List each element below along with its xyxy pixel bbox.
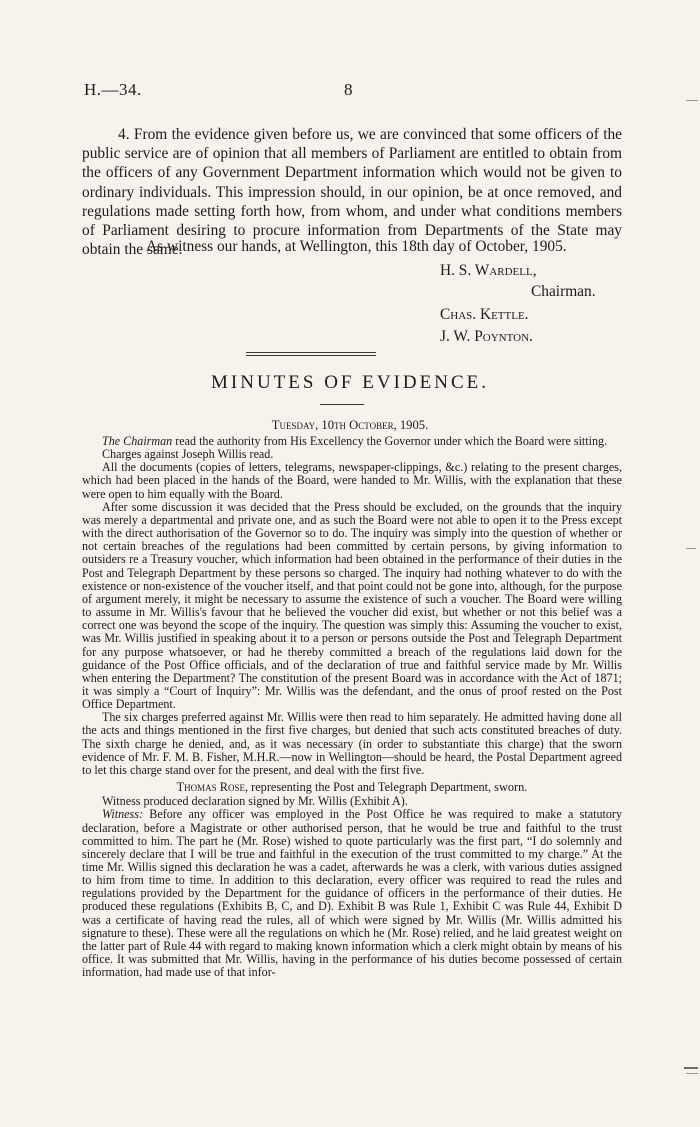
title-underline: [320, 404, 364, 405]
minutes-body: [82, 435, 622, 979]
minutes-paragraph: All the documents (copies of letters, telegrams, newspaper-clippings, &c.) relating to the present charges, which had been placed in the hands of the Board, were handed to Mr. Willis, with the explanation that these were open to him equally with the Board.: [82, 460, 622, 501]
signature-wardell: H. S. Wardell,: [440, 262, 537, 279]
witness-label: Witness:: [102, 807, 143, 822]
speaker-label: The Chairman: [102, 434, 173, 448]
section-divider: [246, 352, 376, 353]
minutes-paragraph: Witness: Before any officer was employed in the Post Office he was required to make a statutory declaration, before a Magistrate or other authorised person, that he would be true and faithful to the trust committed to him. The part he (Mr. Rose) wished to quote particularly was the first part, “I do solemnly and sincerely declare that I will be true and faithful in the execution of the trust committed to my charge.” At the time Mr. Willis signed this declaration he was a cadet, afterwards he was a clerk, with various duties assigned to him from time to time. In addition to this declaration, every officer was required to read the rules and regulations provided by the Department for the guidance of officers in the performance of their duties. He produced these regulations (Exhibits B, C, and D). Exhibit B was Rule 1, Exhibit C was Rule 44, Exhibit D was a certificate of having read the rules, all of which were signed by Mr. Willis (Mr. Willis admitted his signature to these). These were all the regulations on which he (Mr. Rose) relied, and he laid greatest weight on the latter part of Rule 44 with regard to making known information which a clerk might obtain by means of his office. It was submitted that Mr. Willis, having in the performance of his duties become possessed of certain information, had made use of that infor-: [82, 807, 622, 980]
minutes-paragraph: Witness produced declaration signed by Mr. Willis (Exhibit A).: [102, 794, 408, 809]
document-reference: H.—34.: [84, 80, 142, 99]
report-paragraph-4: 4. From the evidence given before us, we are convinced that some officers of the public service are of opinion that all members of Parliament are entitled to obtain from the officers of any Government Department information which would not be given to ordinary individuals. This impression should, in our opinion, be at once removed, and regulations made setting forth how, from whom, and under what conditions members of Parliament desiring to procure information from Departments of the State may obtain the same.: [82, 126, 622, 259]
page-number: 8: [344, 80, 353, 99]
session-date: Tuesday, 10th October, 1905.: [271, 418, 429, 432]
minutes-paragraph: Charges against Joseph Willis read.: [102, 447, 274, 462]
scan-edge-mark: [686, 548, 696, 549]
signature-kettle: Chas. Kettle.: [440, 306, 529, 323]
minutes-paragraph: The six charges preferred against Mr. Willis were then read to him separately. He admitted having done all the acts and things mentioned in the first five charges, but denied that such acts constituted breaches of duty. The sixth charge he denied, and, as it was necessary (in order to substantiate this charge) that the sworn evidence of Mr. F. M. B. Fisher, M.H.R.—now in Wellington—should be heard, the Postal Department agreed to let this charge stand over for the present, and deal with the first five.: [82, 710, 622, 777]
minutes-paragraph: The Chairman read the authority from His Excellency the Governor under which the Board were sitting.: [102, 434, 608, 448]
section-divider: [246, 355, 376, 356]
scan-edge-mark: [686, 100, 698, 101]
scan-edge-mark: [684, 1067, 698, 1069]
scan-edge-mark: [686, 1073, 698, 1074]
witness-heading: Thomas Rose, representing the Post and Telegraph Department, sworn.: [176, 780, 528, 795]
witness-name: Thomas Rose: [176, 780, 245, 795]
witness-line: As witness our hands, at Wellington, this 18th day of October, 1905.: [146, 238, 567, 255]
minutes-paragraph: After some discussion it was decided that the Press should be excluded, on the grounds that the inquiry was merely a departmental and private one, and as such the Board were not able to open it to the Press except with the direct authorisation of the Governor so to do. The inquiry was simply into the question of whether or not certain breaches of the regulations had been committed by certain persons, by giving information to outsiders re a Treasury voucher, which information had been obtained in the performance of their duties in the Post and Telegraph Department by these persons so charged. The inquiry had nothing whatever to do with the existence or non-existence of the voucher itself, and that point could not be gone into, although, for the purpose of argument merely, it might be necessary to assume the existence of such a voucher. The Board were willing to assume in Mr. Willis's favour that he believed the voucher did exist, but whether or not this belief was a correct one was beyond the scope of the inquiry. The question was simply this: Assuming the voucher to exist, was Mr. Willis justified in speaking about it to a person or persons outside the Post and Telegraph Department for any purpose whatsoever, or had he thereby committed a breach of the regulations laid down for the guidance of the Post Office officials, and of the declaration of true and faithful service made by Mr. Willis when entering the Department? The constitution of the present Board was in accordance with the Act of 1871; it was simply a “Court of Inquiry”: Mr. Willis was the defendant, and the onus of proof rested on the Post Office Department.: [82, 499, 622, 712]
minutes-title: MINUTES OF EVIDENCE.: [211, 372, 489, 393]
signature-role-chairman: Chairman.: [531, 283, 596, 300]
signature-poynton: J. W. Poynton.: [440, 328, 533, 345]
